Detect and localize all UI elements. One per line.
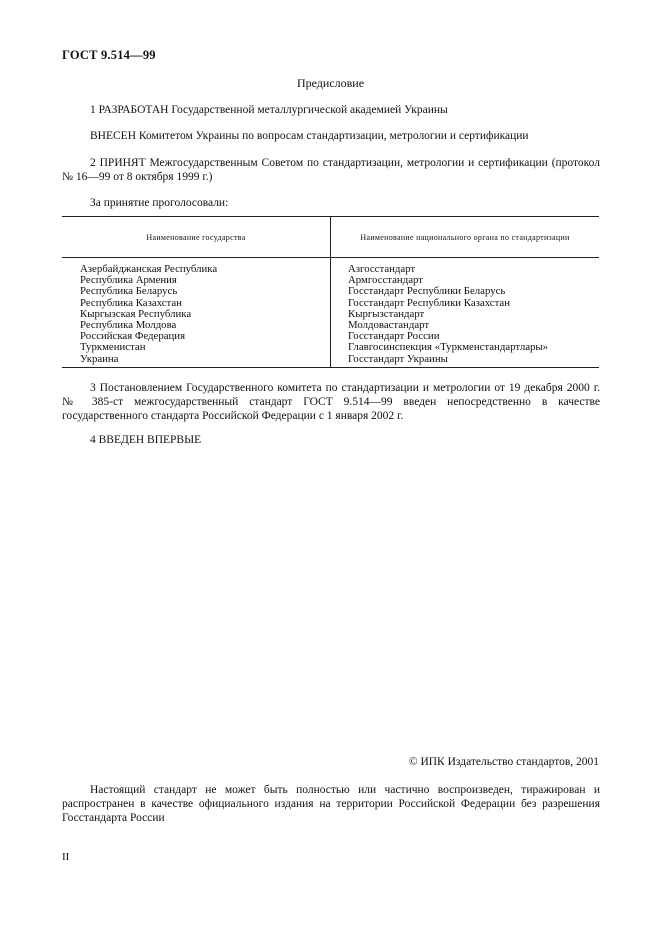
states-column [80, 264, 325, 365]
body-row: Кыргызстандарт [348, 307, 425, 320]
state-row: Украина [80, 352, 119, 365]
state-row: Республика Армения [80, 274, 177, 287]
body-row: Госстандарт Республики Беларусь [348, 285, 506, 298]
body-row: Госстандарт Республики Казахстан [348, 296, 510, 309]
voted-label: За принятие проголосовали: [90, 197, 229, 209]
state-row: Республика Казахстан [80, 296, 182, 309]
state-row: Кыргызская Республика [80, 307, 192, 320]
copyright-line: © ИПК Издательство стандартов, 2001 [408, 756, 599, 768]
preface-item-3: 3 Постановлением Государственного комитета по стандартизации и метрологии от 19 декабря 2000 г. № 385-ст межгосударственный стандарт ГОСТ 9.514—99 введен непосредственно в качестве государственного стандарта Российской Федерации с 1 января 2002 г. [62, 382, 600, 422]
state-row: Республика Беларусь [80, 285, 178, 298]
document-code: ГОСТ 9.514—99 [62, 48, 156, 62]
body-row: Молдовастандарт [348, 319, 430, 332]
voting-table [62, 216, 599, 368]
page-number: II [62, 851, 70, 863]
body-row: Госстандарт Украины [348, 352, 448, 365]
body-row: Азгосстандарт [348, 263, 416, 275]
state-row: Российская Федерация [80, 330, 186, 343]
body-row: Госстандарт России [348, 330, 440, 343]
state-row: Туркменистан [80, 341, 146, 354]
table-header-body: Наименование национального органа по стандартизации [360, 233, 570, 242]
state-row: Республика Молдова [80, 319, 177, 332]
preface-title: Предисловие [296, 76, 365, 90]
preface-item-1: 1 РАЗРАБОТАН Государственной металлургической академией Украины [90, 104, 448, 116]
preface-introduced: ВНЕСЕН Комитетом Украины по вопросам стандартизации, метрологии и сертификации [90, 130, 529, 142]
bodies-column [348, 264, 593, 365]
body-row: Армгосстандарт [348, 274, 423, 287]
state-row: Азербайджанская Республика [80, 263, 218, 275]
table-header-state: Наименование государства [146, 233, 246, 242]
table-header-divider [62, 257, 599, 258]
preface-item-4: 4 ВВЕДЕН ВПЕРВЫЕ [90, 434, 202, 446]
preface-item-2: 2 ПРИНЯТ Межгосударственным Советом по стандартизации, метрологии и сертификации (протокол № 16—99 от 8 октября 1999 г.) [62, 157, 600, 183]
body-row: Главгосинспекция «Туркменстандартлары» [348, 341, 549, 354]
reproduction-notice: Настоящий стандарт не может быть полностью или частично воспроизведен, тиражирован и распространен в качестве официального издания на территории Российской Федерации без разрешения Госстандарта России [62, 784, 600, 824]
